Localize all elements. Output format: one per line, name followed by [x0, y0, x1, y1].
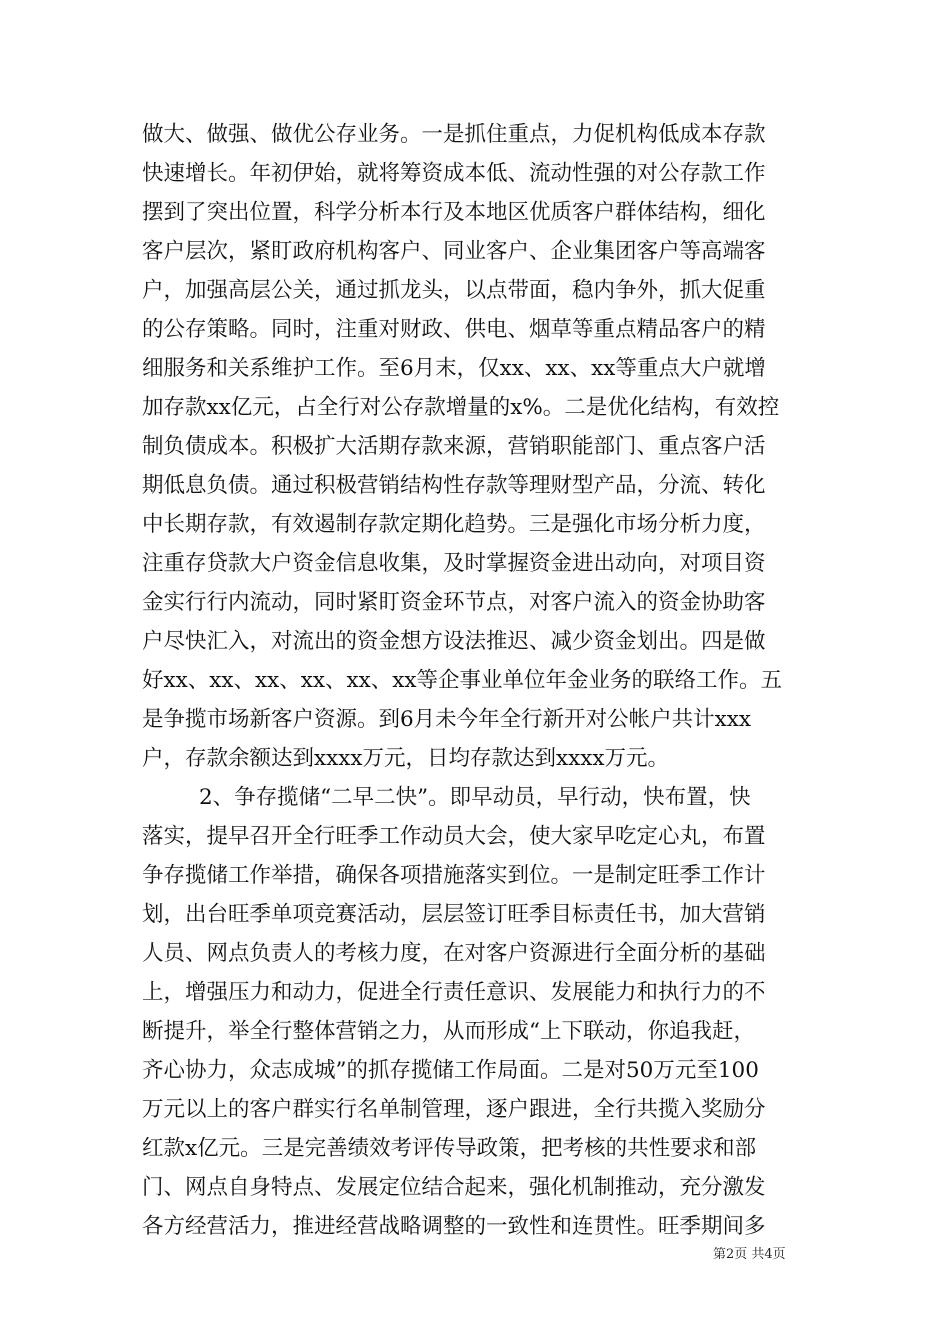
- text-line: 断提升，举全行整体营销之力，从而形成“上下联动，你追我赶，: [142, 1019, 755, 1044]
- text-line: 期低息负债。通过积极营销结构性存款等理财型产品，分流、转化: [142, 473, 766, 498]
- text-line: 齐心协力，众志成城”的抓存揽储工作局面。二是对50万元至100: [142, 1058, 759, 1083]
- text-line: 红款x亿元。三是完善绩效考评传导政策，把考核的共性要求和部: [142, 1136, 757, 1161]
- text-line: 2、争存揽储“二早二快”。即早动员，早行动，快布置，快: [199, 785, 751, 810]
- text-line: 上，增强压力和动力，促进全行责任意识、发展能力和执行力的不: [142, 980, 766, 1005]
- text-line: 快速增长。年初伊始，就将筹资成本低、流动性强的对公存款工作: [142, 161, 766, 186]
- text-line: 客户层次，紧盯政府机构客户、同业客户、企业集团客户等高端客: [142, 239, 766, 264]
- text-line: 是争揽市场新客户资源。到6月未今年全行新开对公帐户共计xxx: [142, 707, 752, 732]
- page-number: 第2页 共4页: [713, 1247, 786, 1262]
- text-line: 摆到了突出位置，科学分析本行及本地区优质客户群体结构，细化: [142, 200, 766, 225]
- text-line: 的公存策略。同时，注重对财政、供电、烟草等重点精品客户的精: [142, 317, 766, 342]
- text-line: 人员、网点负责人的考核力度，在对客户资源进行全面分析的基础: [142, 941, 766, 966]
- text-line: 落实，提早召开全行旺季工作动员大会，使大家早吃定心丸，布置: [142, 824, 766, 849]
- text-line: 争存揽储工作举措，确保各项措施落实到位。一是制定旺季工作计: [142, 863, 766, 888]
- text-line: 各方经营活力，推进经营战略调整的一致性和连贯性。旺季期间多: [142, 1214, 766, 1239]
- text-line: 户，存款余额达到xxxx万元，日均存款达到xxxx万元。: [142, 746, 670, 771]
- text-line: 中长期存款，有效遏制存款定期化趋势。三是强化市场分析力度，: [142, 512, 766, 537]
- text-line: 划，出台旺季单项竞赛活动，层层签订旺季目标责任书，加大营销: [142, 902, 766, 927]
- text-line: 户，加强高层公关，通过抓龙头，以点带面，稳内争外，抓大促重: [142, 278, 766, 303]
- text-line: 户尽快汇入，对流出的资金想方设法推迟、减少资金划出。四是做: [142, 629, 766, 654]
- text-line: 金实行行内流动，同时紧盯资金环节点，对客户流入的资金协助客: [142, 590, 766, 615]
- text-line: 注重存贷款大户资金信息收集，及时掌握资金进出动向，对项目资: [142, 551, 766, 576]
- text-line: 细服务和关系维护工作。至6月末，仅xx、xx、xx等重点大户就增: [142, 356, 766, 381]
- text-line: 万元以上的客户群实行名单制管理，逐户跟进，全行共揽入奖励分: [142, 1097, 766, 1122]
- text-line: 做大、做强、做优公存业务。一是抓住重点，力促机构低成本存款: [142, 122, 766, 147]
- text-line: 加存款xx亿元，占全行对公存款增量的x%。二是优化结构，有效控: [142, 395, 780, 420]
- text-line: 制负债成本。积极扩大活期存款来源，营销职能部门、重点客户活: [142, 434, 766, 459]
- text-line: 门、网点自身特点、发展定位结合起来，强化机制推动，充分激发: [142, 1175, 766, 1200]
- text-line: 好xx、xx、xx、xx、xx、xx等企事业单位年金业务的联络工作。五: [142, 668, 783, 693]
